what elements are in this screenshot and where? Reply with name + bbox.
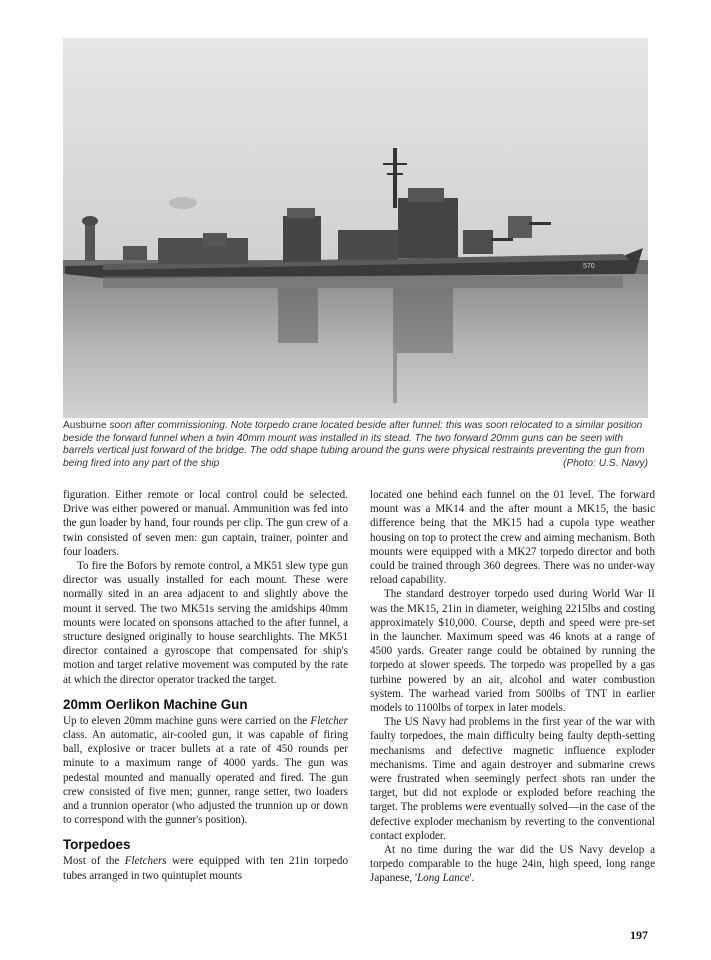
paragraph: To fire the Bofors by remote control, a MK51 slew type gun director was usually installed for each mount. These were normally sited in an area adjacent to and slightly above the mount it served. The two MK51s serving the amidships 40mm mounts were located on sponsons attached to the after funnel, a structure designed originally to house searchlights. The MK51 director contained a gyroscope that compensated for ship's motion and target relative movement was computed by the rate at which the director operator tracked the target. <box>63 560 348 686</box>
page-number: 197 <box>630 928 648 942</box>
photo-caption <box>63 420 648 470</box>
paragraph: The US Navy had problems in the first year of the war with faulty torpedoes, the main difficulty being faulty depth-setting mechanisms and defective magnetic influence exploder mechanisms. Time and again destroyer and submarine crews were frustrated when seemingly perfect shots ran under the target, but did not explode or exploded before reaching the target. The problems were eventually solved—in the case of the defective exploder mechanism by reverting to the conventional contact exploder. <box>370 716 655 842</box>
paragraph: At no time during the war did the US Navy develop a torpedo comparable to the huge 24in, high speed, long range Japanese, 'Long Lance'. <box>370 844 655 885</box>
destroyer-photo <box>63 38 648 418</box>
ship-illustration <box>63 38 648 418</box>
paragraph: located one behind each funnel on the 01 level. The forward mount was a MK14 and the after mount a MK15, the basic difference being that the MK15 had a cupola type weather housing on top to protect the crew and aiming mechanism. Both mounts were equipped with a MK27 torpedo director and both could be trained through 360 degrees. There was no under-way reload capability. <box>370 489 655 587</box>
paragraph: Up to eleven 20mm machine guns were carried on the Fletcher class. An automatic, air-cooled gun, it was capable of firing ball, explosive or tracer bullets at a rate of 450 rounds per minute to a maximum range of 4000 yards. The gun was pedestal mounted and manually operated and fired. The gun crew consisted of five men; gunner, range setter, two loaders and a trunnion operator (who adjusted the trunnion up or down to correspond with the gunner's position). <box>63 714 348 827</box>
right-column <box>370 488 655 886</box>
paragraph: The standard destroyer torpedo used during World War II was the MK15, 21in in diameter, weighing 2215lbs and costing approximately $10,000. Course, depth and speed were pre-set in the launcher. Maximum speed was 46 knots at a range of 4500 yards. Greater range could be obtained by running the torpedo at slower speeds. The torpedo was propelled by a gas turbine powered by an air, alcohol and water combustion system. The warhead varied from 500lbs of TNT in earlier models to 1100lbs of torpex in later models. <box>370 588 655 715</box>
section-heading: 20mm Oerlikon Machine Gun <box>63 696 248 712</box>
caption-text: soon after commissioning. Note torpedo crane located beside after funnel: this was soon relocated to a similar position beside the forward funnel when a twin 40mm mount was installed in its stead. The two forward 20mm guns can be seen with barrels vertical just forward of the bridge. The odd shape tubing around the guns were physical restraints preventing the gun from being fired into any part of the ship <box>63 420 645 469</box>
caption-ship-name: Ausburne <box>63 420 107 431</box>
photo-credit: (Photo: U.S. Navy) <box>563 457 648 469</box>
left-column <box>63 488 348 883</box>
hull-number: 570 <box>583 263 595 270</box>
paragraph: figuration. Either remote or local control could be selected. Drive was either powered or manual. Ammunition was fed into the gun loader by hand, four rounds per clip. The gun crew of a twin consisted of seven men: gun captain, trainer, pointer and four loaders. <box>63 489 348 558</box>
section-heading: Torpedoes <box>63 837 131 853</box>
paragraph: Most of the Fletchers were equipped with ten 21in torpedo tubes arranged in two quintuplet mounts <box>63 855 348 882</box>
